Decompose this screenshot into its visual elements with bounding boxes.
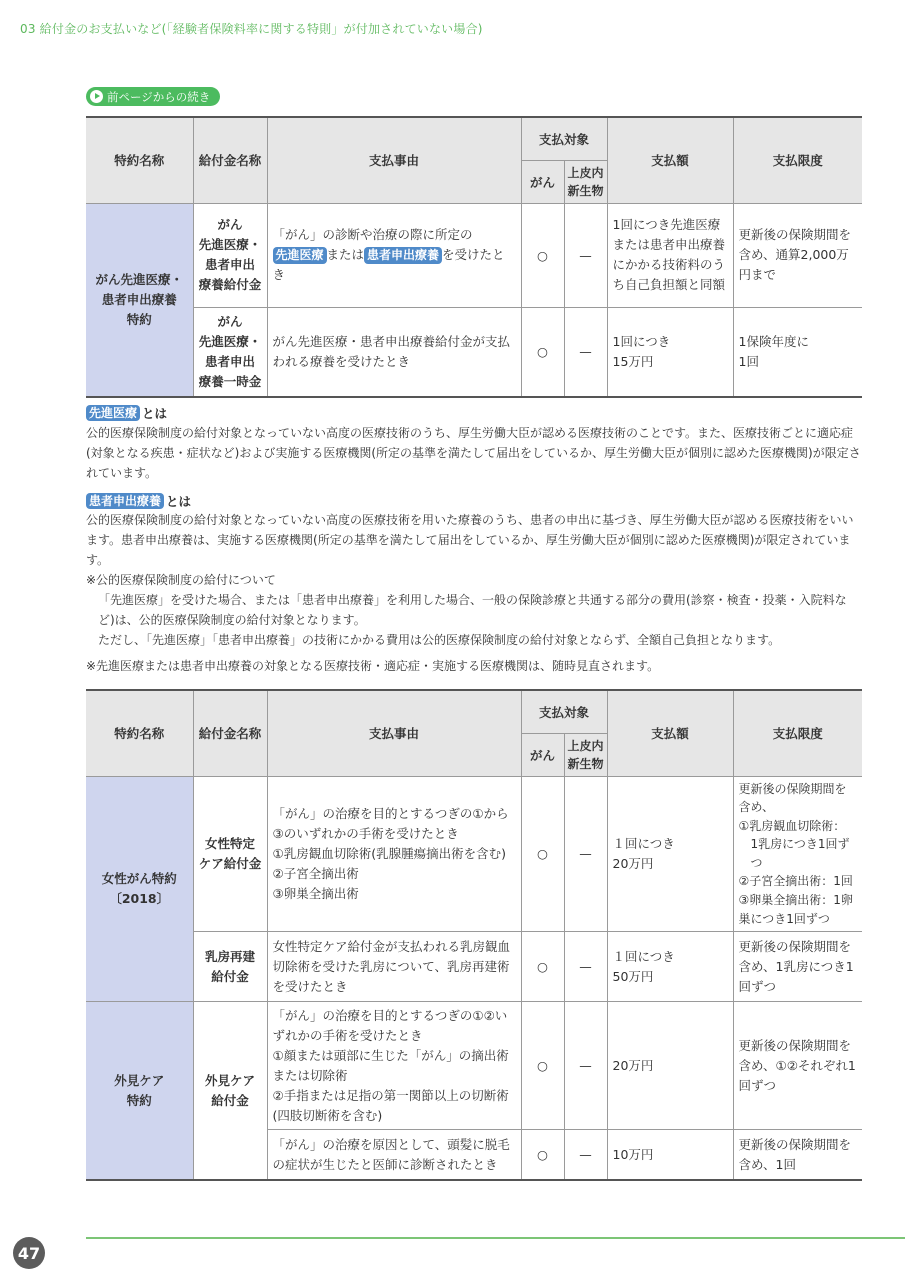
note-text: ただし、「先進医療」「患者申出療養」の技術にかかる費用は公的医療保険制度の給付対象とならず、全額自己負担となります。 (98, 633, 781, 647)
note-text: 「先進医療」を受けた場合、または「患者申出療養」を利用した場合、一般の保険診療と共通する部分の費用(診察・検査・投薬・入院料など)は、公的医療保険制度の給付対象となります。 (98, 593, 847, 627)
gaku-cell: １回につき 20万円 (607, 776, 733, 932)
kyufukin-cell: がん 先進医療・ 患者申出 療養給付金 (193, 203, 267, 307)
highlight-term: 患者申出療養 (364, 247, 442, 264)
gan-mark: ○ (521, 307, 564, 397)
jiyu-cell (267, 1002, 521, 1130)
kyufukin-cell: 外見ケア 給付金 (193, 1002, 267, 1180)
col-header-taisho: 支払対象 (521, 690, 607, 733)
col-header-gendo: 支払限度 (733, 117, 862, 203)
tokuyaku-cell: がん先進医療・ 患者申出療養 特約 (86, 203, 193, 397)
term-body-kanja (86, 510, 862, 650)
col-header-hifu: 上皮内 新生物 (564, 733, 607, 776)
review-note: ※先進医療または患者申出療養の対象となる医療技術・適応症・実施する医療機関は、随時見直されます。 (86, 659, 660, 673)
gan-mark: ○ (521, 932, 564, 1002)
term-suffix: とは (142, 406, 168, 421)
hifu-mark: — (564, 932, 607, 1002)
jiyu-cell: 「がん」の治療を原因として、頭髪に脱毛の症状が生じたと医師に診断されたとき (267, 1130, 521, 1180)
col-header-taisho: 支払対象 (521, 117, 607, 160)
note-title: ※公的医療保険制度の給付について (86, 573, 276, 587)
gaku-cell: 20万円 (607, 1002, 733, 1130)
hifu-mark: — (564, 203, 607, 307)
col-header-gendo: 支払限度 (733, 690, 862, 776)
table-row (86, 307, 862, 397)
hifu-mark: — (564, 1002, 607, 1130)
col-header-hifu: 上皮内 新生物 (564, 160, 607, 203)
highlight-term: 先進医療 (273, 247, 327, 264)
col-header-jiyu: 支払事由 (267, 117, 521, 203)
benefit-table-2 (86, 689, 862, 1181)
col-header-gan: がん (521, 733, 564, 776)
term-suffix: とは (166, 494, 192, 509)
gendo-cell: 更新後の保険期間を含め、1回 (733, 1130, 862, 1180)
jiyu-cell (267, 203, 521, 307)
jiyu-text: 「がん」の診断や治療の際に所定の (272, 227, 473, 242)
gaku-cell: １回につき 50万円 (607, 932, 733, 1002)
col-header-kyufukin: 給付金名称 (193, 117, 267, 203)
jiyu-line: ②子宮全摘出術 (272, 865, 359, 881)
gendo-cell: 更新後の保険期間を含め、①②それぞれ1回ずつ (733, 1002, 862, 1130)
hifu-mark: — (564, 1130, 607, 1180)
jiyu-line: ②手指または足指の第一関節以上の切断術(四肢切断術を含む) (272, 1087, 509, 1123)
jiyu-text: または (326, 247, 365, 262)
col-header-jiyu: 支払事由 (267, 690, 521, 776)
play-icon (90, 90, 103, 103)
kyufukin-cell: 女性特定 ケア給付金 (193, 776, 267, 932)
gan-mark: ○ (521, 1002, 564, 1130)
term-title-kanja (86, 492, 191, 510)
col-header-kyufukin: 給付金名称 (193, 690, 267, 776)
tokuyaku-cell: 外見ケア 特約 (86, 1002, 193, 1180)
continued-badge (86, 87, 220, 106)
tokuyaku-cell: 女性がん特約 〔2018〕 (86, 776, 193, 1002)
jiyu-line: 「がん」の治療を目的とするつぎの①から③のいずれかの手術を受けたとき (272, 805, 509, 841)
hifu-mark: — (564, 776, 607, 932)
col-header-gan: がん (521, 160, 564, 203)
col-header-tokuyaku: 特約名称 (86, 117, 193, 203)
benefit-table-1 (86, 116, 862, 398)
kyufukin-cell: がん 先進医療・ 患者申出 療養一時金 (193, 307, 267, 397)
table-row (86, 776, 862, 932)
term-body-sentan: 公的医療保険制度の給付対象となっていない高度の医療技術のうち、厚生労働大臣が認める医療技術のことです。また、医療技術ごとに適応症(対象となる疾患・症状など)および実施する医療機関(所定の基準を満たして届出をしているか、厚生労働大臣が個別に認めた医療機関)が限定されています。 (86, 426, 861, 480)
jiyu-cell (267, 776, 521, 932)
jiyu-line: ①顔または頭部に生じた「がん」の摘出術または切除術 (272, 1047, 509, 1083)
jiyu-cell: 女性特定ケア給付金が支払われる乳房観血切除術を受けた乳房について、乳房再建術を受けたとき (267, 932, 521, 1002)
jiyu-text: を受けたとき (272, 247, 505, 282)
term-body-text: 公的医療保険制度の給付対象となっていない高度の医療技術を用いた療養のうち、患者の申出に基づき、厚生労働大臣が認める医療技術をいいます。患者申出療養は、実施する医療機関(所定の基準を満たして届出をしているか、厚生労働大臣が個別に認めた医療機関)が限定されています。 (86, 513, 854, 567)
highlight-term: 患者申出療養 (86, 493, 164, 510)
table-row (86, 932, 862, 1002)
col-header-gaku: 支払額 (607, 690, 733, 776)
gaku-cell: 1回につき先進医療または患者申出療養にかかる技術料のうち自己負担額と同額 (607, 203, 733, 307)
gendo-line: ②子宮全摘出術：1回 (738, 874, 853, 889)
table-row (86, 1002, 862, 1130)
page-header: 03 給付金のお支払いなど(「経験者保険料率に関する特則」が付加されていない場合) (20, 22, 483, 36)
jiyu-line: 「がん」の治療を目的とするつぎの①②いずれかの手術を受けたとき (272, 1007, 508, 1043)
gaku-cell: 10万円 (607, 1130, 733, 1180)
table-row (86, 203, 862, 307)
footer-divider (86, 1237, 905, 1239)
gaku-cell: 1回につき 15万円 (607, 307, 733, 397)
gan-mark: ○ (521, 776, 564, 932)
jiyu-line: ①乳房観血切除術(乳腺腫瘍摘出術を含む) (272, 845, 506, 861)
gendo-line: ③卵巣全摘出術：1卵巣につき1回ずつ (738, 893, 853, 926)
page-number: 47 (13, 1237, 45, 1269)
jiyu-line: ③卵巣全摘出術 (272, 885, 359, 901)
kyufukin-cell: 乳房再建 給付金 (193, 932, 267, 1002)
gendo-cell: 1保険年度に 1回 (733, 307, 862, 397)
gendo-cell: 更新後の保険期間を含め、通算2,000万円まで (733, 203, 862, 307)
gendo-line: 1乳房につき1回ずつ (750, 837, 850, 870)
jiyu-cell: がん先進医療・患者申出療養給付金が支払われる療養を受けたとき (267, 307, 521, 397)
hifu-mark: — (564, 307, 607, 397)
gan-mark: ○ (521, 203, 564, 307)
gendo-cell: 更新後の保険期間を含め、1乳房につき1回ずつ (733, 932, 862, 1002)
continued-label: 前ページからの続き (107, 89, 211, 104)
term-title-sentan (86, 404, 167, 422)
highlight-term: 先進医療 (86, 405, 140, 422)
gendo-line: 更新後の保険期間を含め、 (738, 781, 847, 815)
gendo-cell (733, 776, 862, 932)
gendo-line: ①乳房観血切除術： (738, 818, 846, 833)
col-header-gaku: 支払額 (607, 117, 733, 203)
gan-mark: ○ (521, 1130, 564, 1180)
col-header-tokuyaku: 特約名称 (86, 690, 193, 776)
